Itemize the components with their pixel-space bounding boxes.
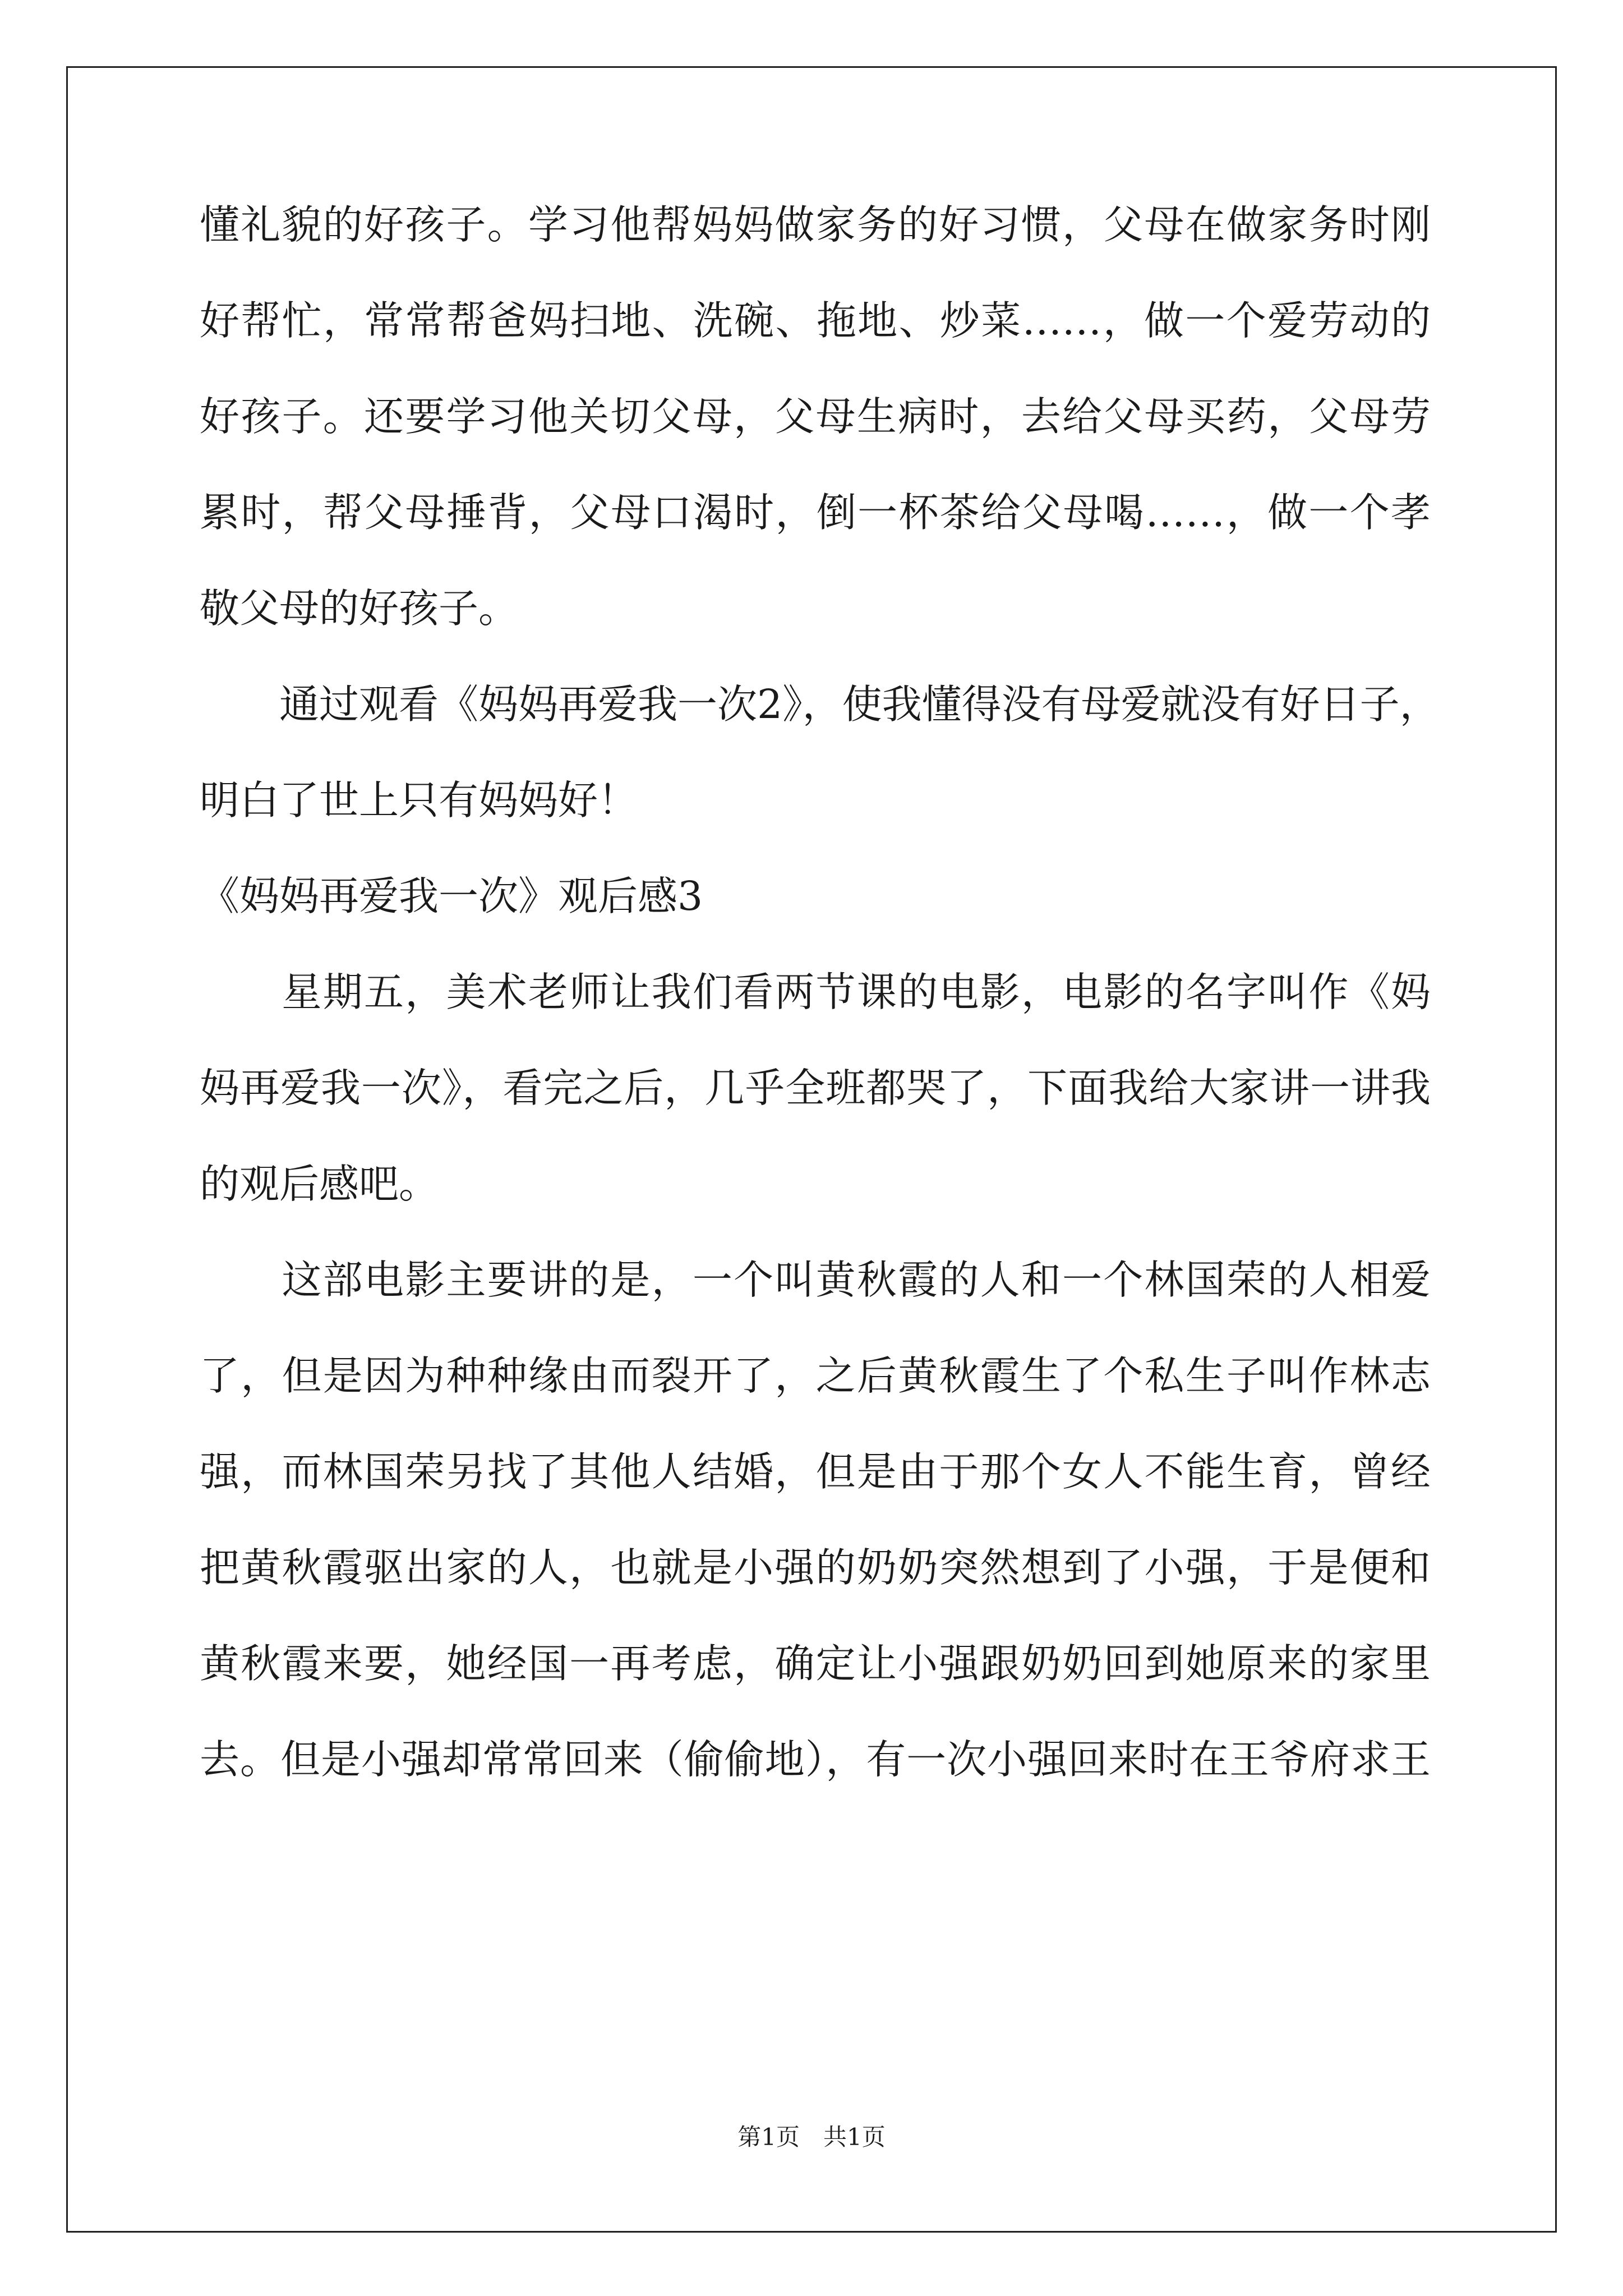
text-line: 明白了世上只有妈妈好！ [200, 777, 638, 823]
text-line: 好孩子。还要学习他关切父母，父母生病时，去给父母买药，父母劳 [200, 393, 1431, 440]
text-line: 通过观看《妈妈再爱我一次2》，使我懂得没有母爱就没有好日子， [200, 681, 1440, 728]
document-body [200, 199, 1440, 1830]
text-line: 累时，帮父母捶背，父母口渴时，倒一杯茶给父母喝……，做一个孝 [200, 489, 1431, 536]
text-line: 妈再爱我一次》，看完之后，几乎全班都哭了，下面我给大家讲一讲我 [200, 1065, 1431, 1111]
text-line: 懂礼貌的好孩子。学习他帮妈妈做家务的好习惯，父母在做家务时刚 [200, 201, 1431, 248]
paragraph [200, 199, 1431, 634]
text-line: 的观后感吧。 [200, 1161, 439, 1207]
section-heading: 《妈妈再爱我一次》观后感3 [200, 873, 703, 919]
text-line: 黄秋霞来要，她经国一再考虑，确定让小强跟奶奶回到她原来的家里 [200, 1640, 1431, 1687]
text-line: 去。但是小强却常常回来（偷偷地），有一次小强回来时在王爷府求王 [200, 1736, 1431, 1783]
text-line: 这部电影主要讲的是，一个叫黄秋霞的人和一个林国荣的人相爱 [200, 1257, 1431, 1303]
text-line: 把黄秋霞驱出家的人，也就是小强的奶奶突然想到了小强，于是便和 [200, 1544, 1431, 1591]
text-line: 强，而林国荣另找了其他人结婚，但是由于那个女人不能生育，曾经 [200, 1448, 1431, 1495]
text-line: 星期五，美术老师让我们看两节课的电影，电影的名字叫作《妈 [200, 969, 1431, 1015]
paragraph [200, 967, 1431, 1210]
text-line: 了，但是因为种种缘由而裂开了，之后黄秋霞生了个私生子叫作林志 [200, 1352, 1431, 1399]
paragraph [200, 1254, 1431, 1786]
page-number-footer: 第1页 共1页 [737, 2123, 886, 2151]
paragraph [200, 679, 1440, 826]
text-line: 敬父母的好孩子。 [200, 585, 519, 632]
text-line: 好帮忙，常常帮爸妈扫地、洗碗、拖地、炒菜……，做一个爱劳动的 [200, 297, 1431, 344]
